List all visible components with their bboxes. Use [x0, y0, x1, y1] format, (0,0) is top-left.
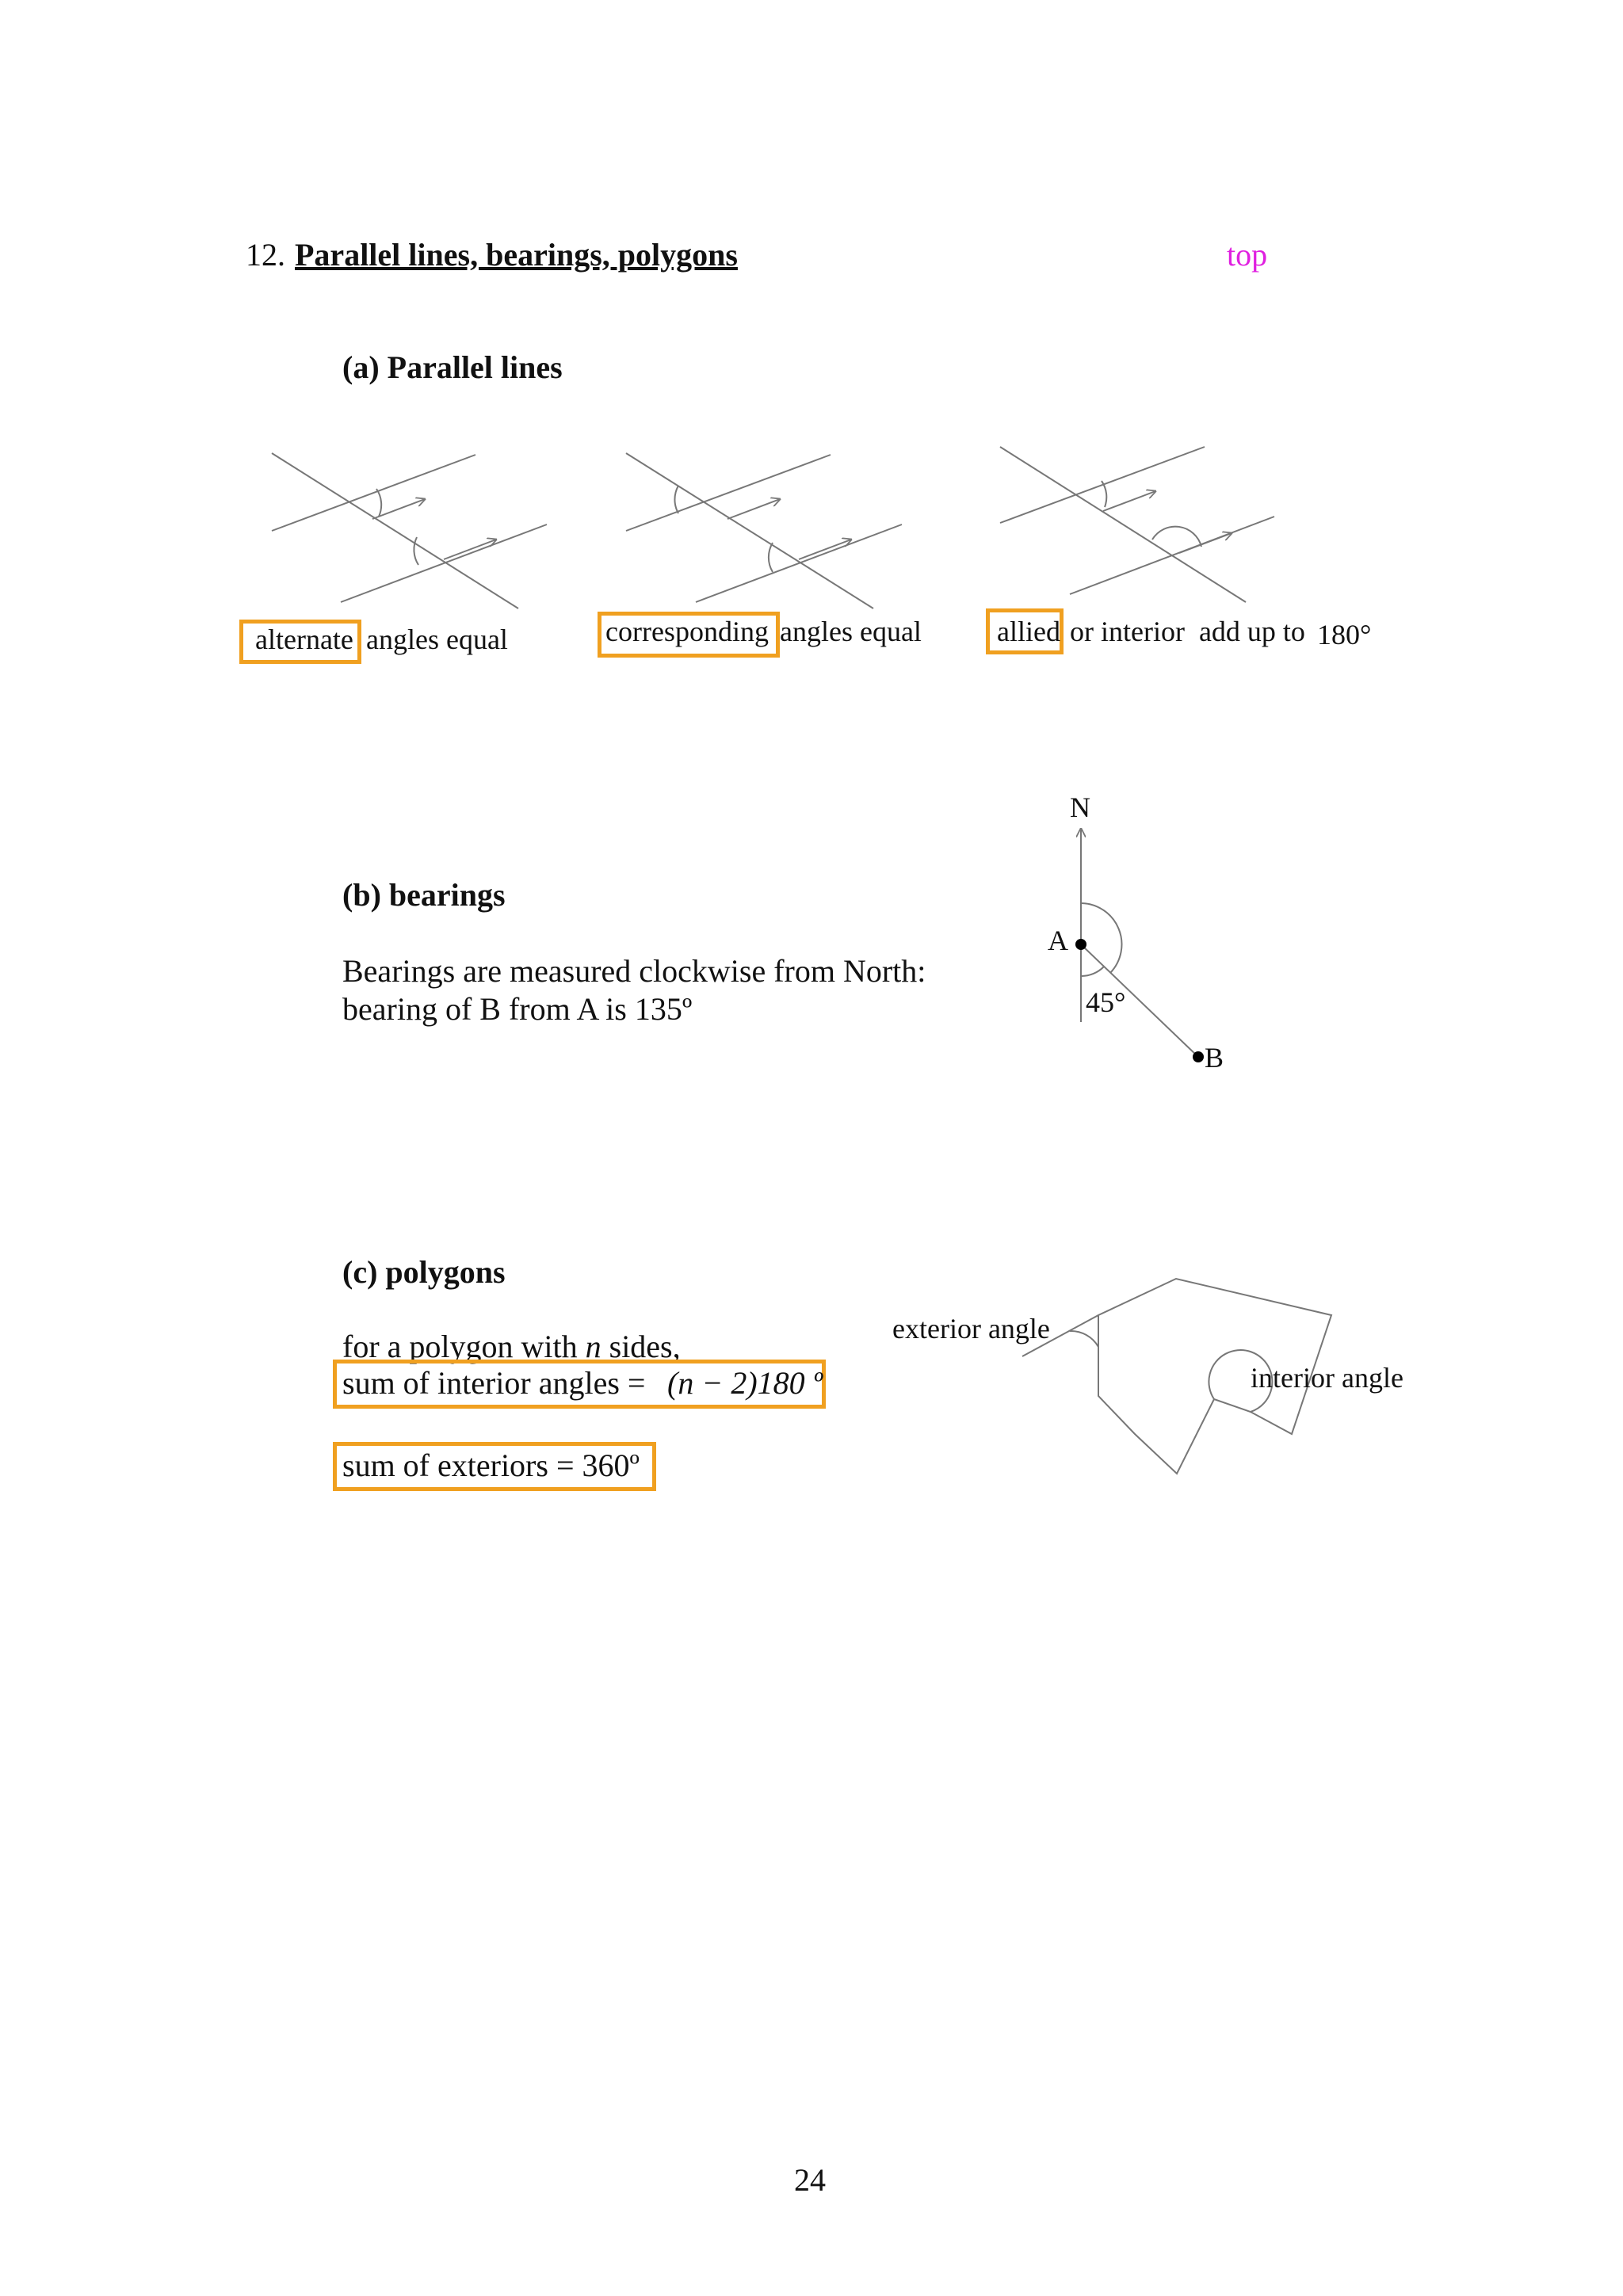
exterior-angle-arc — [1070, 1331, 1098, 1347]
alternate-keyword: alternate — [255, 624, 353, 655]
bearings-line-1: Bearings are measured clockwise from North: — [342, 953, 926, 989]
angle-45-label: 45° — [1086, 986, 1126, 1018]
interior-sum-text: sum of interior angles = — [342, 1365, 654, 1401]
angle-arc — [414, 537, 418, 565]
parallel-arrow — [444, 540, 496, 559]
exterior-angle-label: exterior angle — [892, 1313, 1050, 1344]
page-number: 24 — [794, 2162, 826, 2198]
angle-arc — [769, 543, 773, 572]
bearings-line-2: bearing of B from A is 135º — [342, 991, 693, 1027]
north-label: N — [1070, 791, 1090, 823]
point-a-label: A — [1048, 925, 1068, 956]
bearing-arc — [1081, 903, 1121, 973]
angle-arc — [674, 486, 678, 513]
polygons-heading: (c) polygons — [342, 1254, 506, 1290]
section-number: 12. — [246, 237, 285, 273]
parallel-arrow — [799, 540, 851, 559]
bearings-heading: (b) bearings — [342, 877, 506, 913]
point-a-dot — [1075, 939, 1086, 950]
angle-arc — [1152, 527, 1201, 547]
parallel-lines-heading: (a) Parallel lines — [342, 349, 563, 385]
point-b-dot — [1193, 1051, 1204, 1062]
alternate-rest: angles equal — [366, 624, 508, 655]
parallel-arrow — [1179, 533, 1232, 553]
alternate-angles-diagram — [272, 453, 547, 608]
corresponding-keyword: corresponding — [605, 616, 769, 647]
allied-angles-diagram — [1000, 447, 1274, 602]
parallel-line-lower — [341, 524, 547, 602]
parallel-arrow — [727, 499, 780, 519]
parallel-line-lower — [696, 524, 902, 602]
corresponding-rest: angles equal — [780, 616, 922, 647]
transversal-line — [1000, 447, 1246, 602]
exterior-sum-text: sum of exteriors = 360º — [342, 1447, 640, 1483]
top-link[interactable]: top — [1227, 237, 1268, 273]
polygon-n-variable: n — [585, 1329, 601, 1364]
angle-arc — [376, 489, 381, 517]
allied-keyword: allied — [997, 616, 1060, 647]
point-b-label: B — [1205, 1042, 1224, 1074]
angle-45-arc — [1081, 967, 1104, 976]
interior-sum-formula: (n − 2)180 º — [667, 1365, 823, 1401]
parallel-arrow — [1103, 491, 1155, 511]
transversal-line — [626, 453, 873, 608]
allied-rest: or interior add up to — [1070, 616, 1305, 647]
parallel-line-upper — [272, 455, 475, 531]
allied-value: 180° — [1317, 619, 1372, 650]
parallel-line-lower — [1070, 517, 1274, 594]
polygon-line-1-post: sides, — [601, 1329, 681, 1364]
transversal-line — [272, 453, 518, 608]
interior-angle-label: interior angle — [1251, 1362, 1403, 1394]
corresponding-angles-diagram — [626, 453, 902, 608]
polygon-line-1-pre: for a polygon with — [342, 1329, 586, 1364]
bearing-diagram — [1075, 829, 1204, 1062]
section-title: Parallel lines, bearings, polygons — [295, 237, 738, 273]
